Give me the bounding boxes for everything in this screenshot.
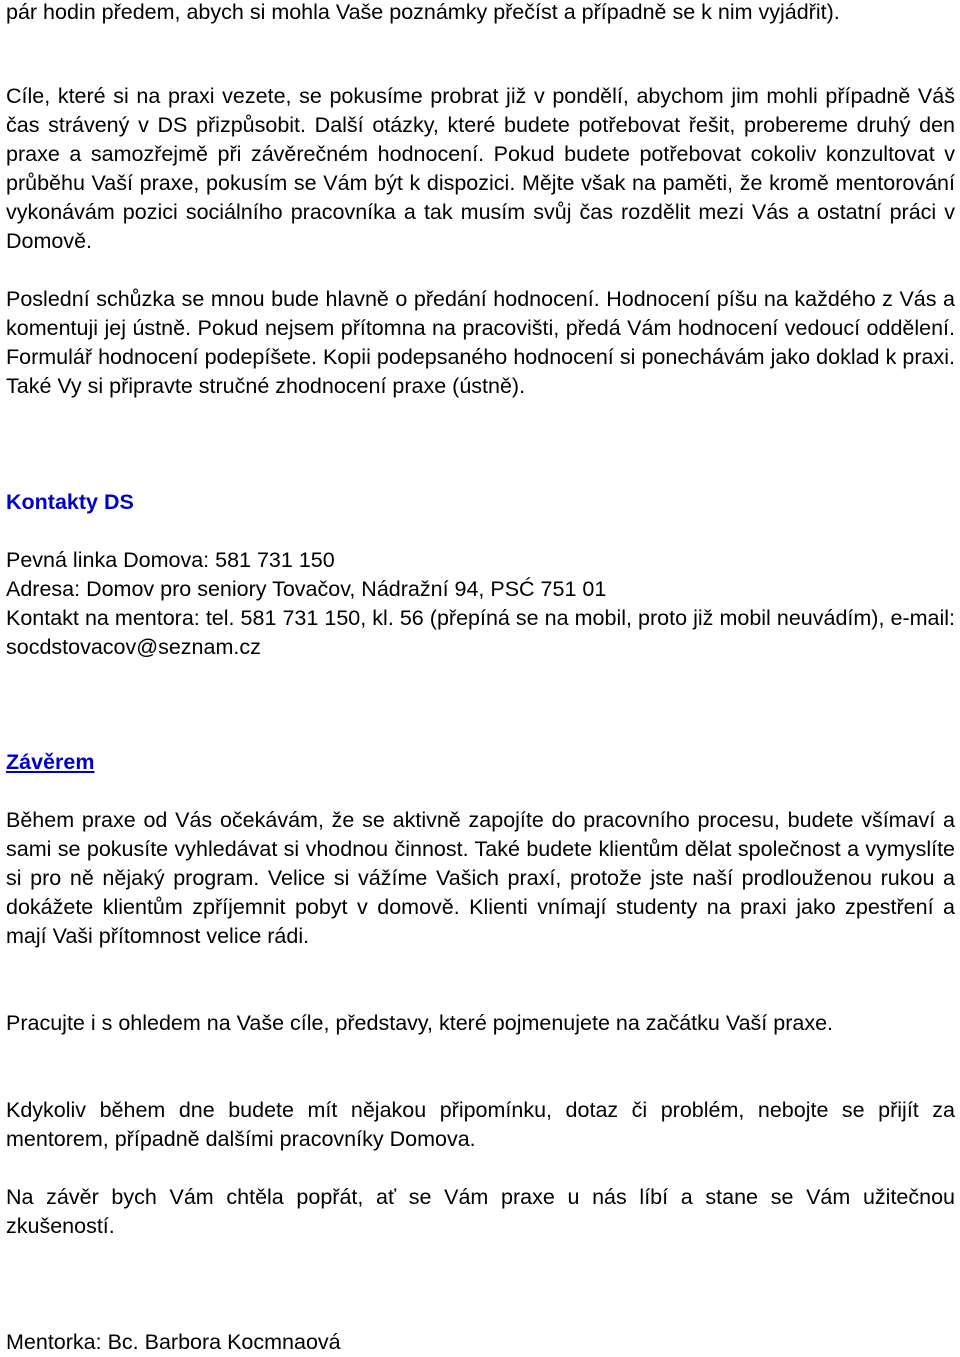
conclusion-paragraph-2: Pracujte i s ohledem na Vaše cíle, představy, které pojmenujete na začátku Vaší praxe. [6, 1011, 833, 1035]
contacts-mentor: Kontakt na mentora: tel. 581 731 150, kl. 56 (přepíná se na mobil, proto již mobil neuvádím), e-mail: socdstovacov@seznam.cz [6, 606, 955, 659]
intro-paragraph-3: Poslední schůzka se mnou bude hlavně o předání hodnocení. Hodnocení píšu na každého z Vás a komentuji jej ústně. Pokud nejsem přítomna na pracovišti, předá Vám hodnocení vedoucí oddělení. Formulář hodnocení podepíšete. Kopii podepsaného hodnocení si ponechávám jako doklad k praxi. Také Vy si připravte stručné zhodnocení praxe (ústně). [6, 287, 955, 398]
conclusion-heading: Závěrem [6, 750, 95, 774]
conclusion-paragraph-1: Během praxe od Vás očekávám, že se aktivně zapojíte do pracovního procesu, budete všímaví a sami se pokusíte vyhledávat si vhodnou činnost. Také budete klientům dělat společnost a vymyslíte si pro ně nějaký program. Velice si vážíme Vašich praxí, protože jste naší prodlouženou rukou a dokážete klientům zpříjemnit pobyt v domově. Klienti vnímají studenty na praxi jako zpestření a mají Vaši přítomnost velice rádi. [6, 808, 955, 948]
intro-paragraph-1: pár hodin předem, abych si mohla Vaše poznámky přečíst a případně se k nim vyjádřit). [6, 0, 840, 24]
conclusion-paragraph-4: Na závěr bych Vám chtěla popřát, ať se Vám praxe u nás líbí a stane se Vám užitečnou zkušeností. [6, 1185, 955, 1238]
intro-paragraph-2: Cíle, které si na praxi vezete, se pokusíme probrat již v pondělí, abychom jim mohli případně Váš čas strávený v DS přizpůsobit. Další otázky, které budete potřebovat řešit, probereme druhý den praxe a samozřejmě při závěrečném hodnocení. Pokud budete potřebovat cokoliv konzultovat v průběhu Vaší praxe, pokusím se Vám být k dispozici. Mějte však na paměti, že kromě mentorování vykonávám pozici sociálního pracovníka a tak musím svůj čas rozdělit mezi Vás a ostatní práci v Domově. [6, 84, 955, 253]
contacts-address: Adresa: Domov pro seniory Tovačov, Nádražní 94, PSĆ 751 01 [6, 577, 607, 601]
conclusion-paragraph-3: Kdykoliv během dne budete mít nějakou připomínku, dotaz či problém, nebojte se přijít za mentorem, případně dalšími pracovníky Domova. [6, 1098, 955, 1151]
contacts-phone: Pevná linka Domova: 581 731 150 [6, 548, 335, 572]
signature: Mentorka: Bc. Barbora Kocmnaová [6, 1330, 341, 1354]
contacts-heading: Kontakty DS [6, 490, 134, 514]
